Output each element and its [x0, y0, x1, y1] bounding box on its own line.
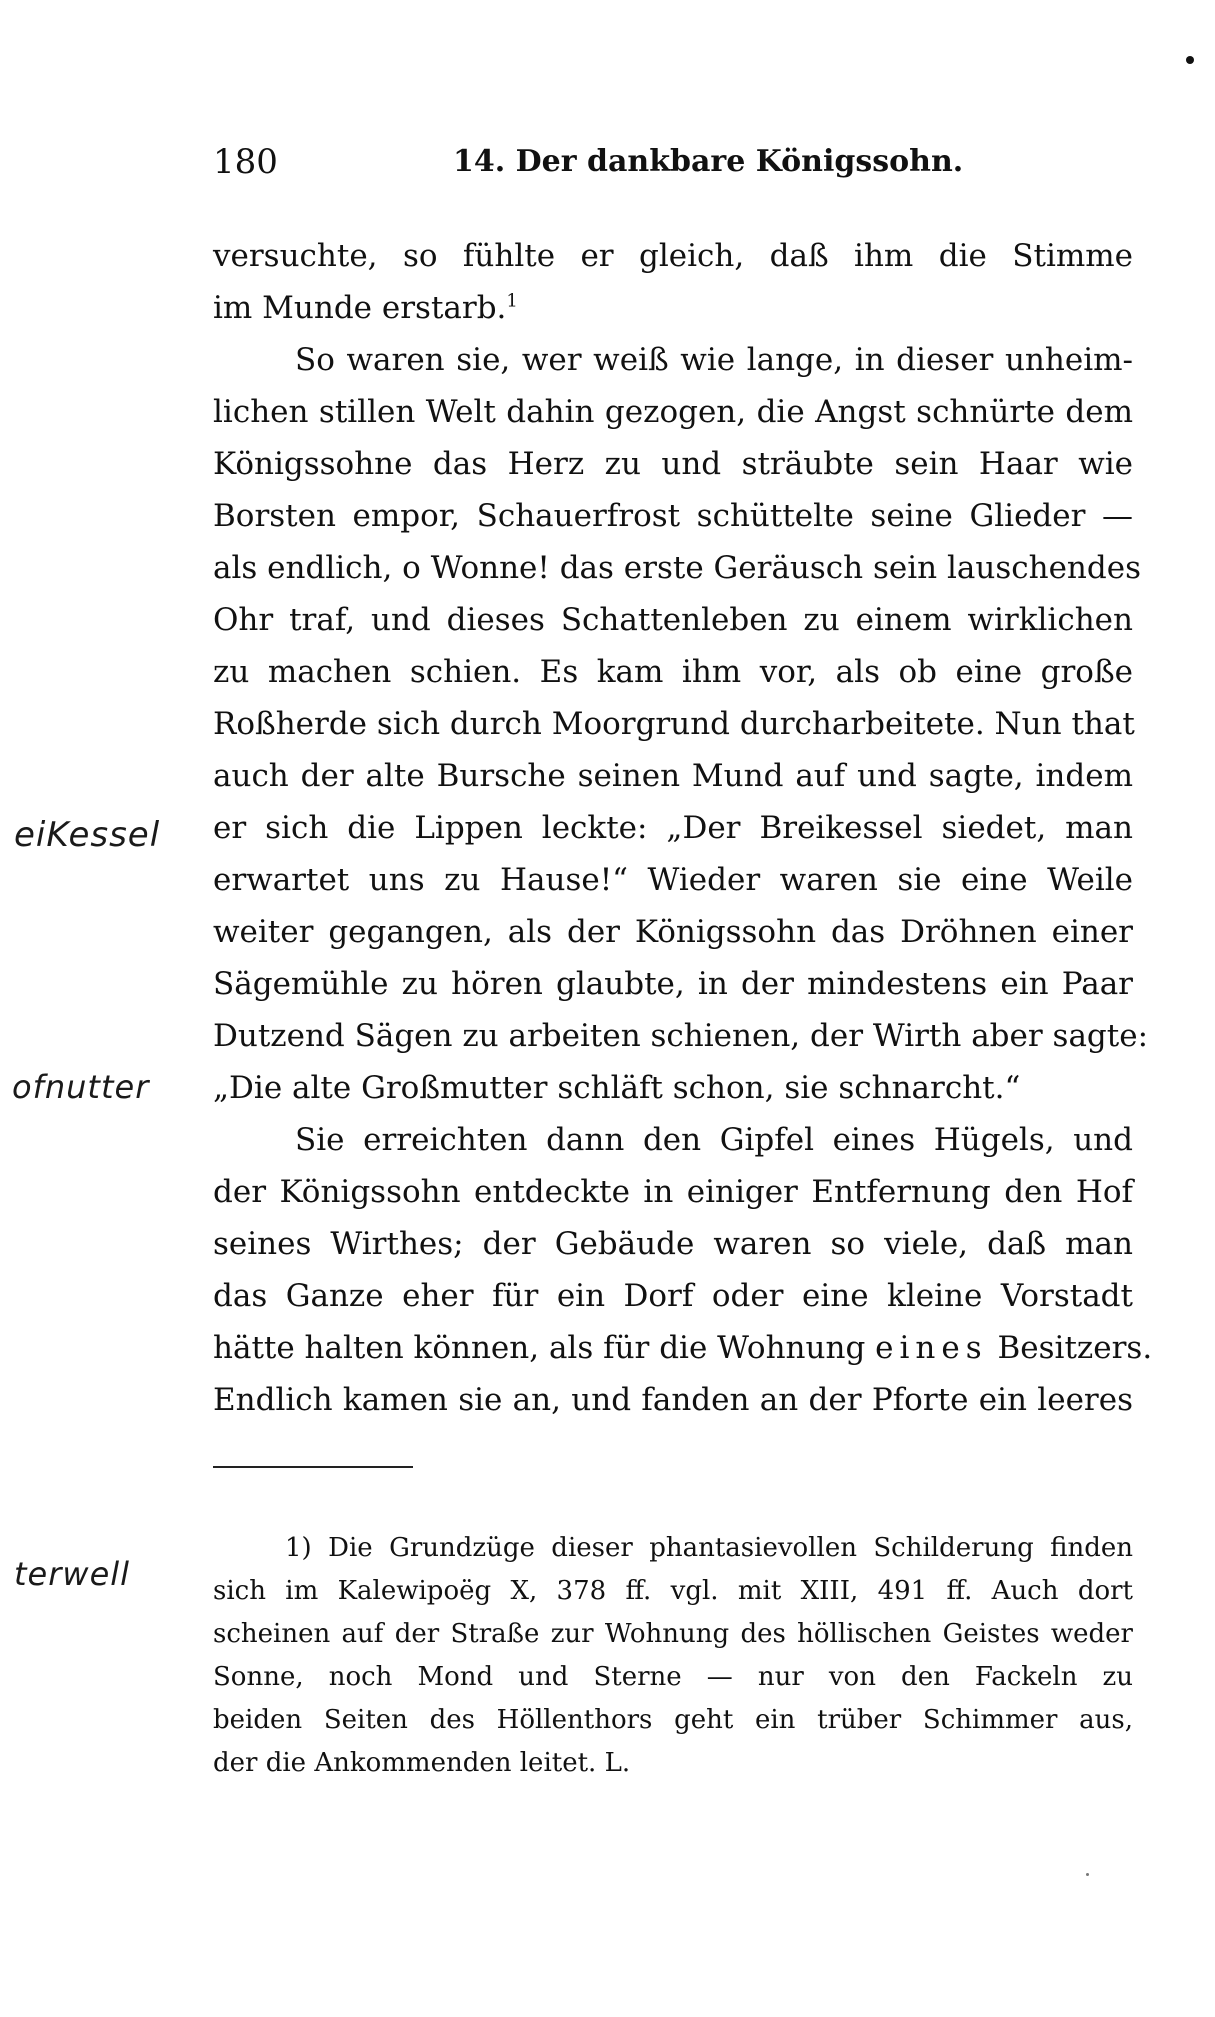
text-line: seines Wirthes; der Gebäude waren so viele, daß man: [213, 1226, 1133, 1262]
footnote-line: 1) Die Grundzüge dieser phantasievollen Schilderung finden: [285, 1533, 1133, 1563]
text-line: er sich die Lippen leckte: „Der Breikessel siedet, man: [213, 810, 1133, 846]
ink-speck: [1186, 56, 1194, 64]
footnote-line: der die Ankommenden leitet. L.: [213, 1748, 631, 1778]
text-line-tail: Besitzers.: [997, 1330, 1153, 1366]
text-line: So waren sie, wer weiß wie lange, in dieser unheim-: [295, 342, 1133, 378]
text-line: das Ganze eher für ein Dorf oder eine kleine Vorstadt: [213, 1278, 1133, 1314]
text-line: Borsten empor, Schauerfrost schüttelte seine Glieder —: [213, 498, 1133, 534]
text-line: „Die alte Großmutter schläft schon, sie schnarcht.“: [213, 1070, 1021, 1106]
body-text: [213, 230, 1153, 1426]
text-line: weiter gegangen, als der Königssohn das Dröhnen einer: [213, 914, 1133, 950]
text-line: [213, 1322, 1153, 1374]
footnote-line: Sonne, noch Mond und Sterne — nur von den Fackeln zu: [213, 1662, 1133, 1692]
text-line: der Königssohn entdeckte in einiger Entfernung den Hof: [213, 1174, 1133, 1210]
text-line: Ohr traf, und dieses Schattenleben zu einem wirklichen: [213, 602, 1133, 638]
text-line: Königssohne das Herz zu und sträubte sein Haar wie: [213, 446, 1133, 482]
handwritten-margin-note: terwell: [14, 1555, 131, 1593]
ink-speck: [1086, 1873, 1089, 1876]
footnote-reference[interactable]: 1: [506, 290, 518, 312]
text-line-content: hätte halten können, als für die Wohnung: [213, 1330, 866, 1366]
text-line: auch der alte Bursche seinen Mund auf und sagte, indem: [213, 758, 1133, 794]
text-line: als endlich, o Wonne! das erste Geräusch sein lauschendes: [213, 550, 1141, 586]
text-line: Sie erreichten dann den Gipfel eines Hügels, und: [295, 1122, 1133, 1158]
spaced-word: eines: [875, 1330, 988, 1366]
footnote-line: scheinen auf der Straße zur Wohnung des höllischen Geistes weder: [213, 1619, 1133, 1649]
running-head: 14. Der dankbare Königssohn.: [453, 144, 964, 179]
text-line: [213, 282, 1133, 334]
page-number: 180: [213, 142, 278, 182]
text-line: zu machen schien. Es kam ihm vor, als ob eine große: [213, 654, 1133, 690]
footnote-line: beiden Seiten des Höllenthors geht ein trüber Schimmer aus,: [213, 1705, 1133, 1735]
text-line: versuchte, so fühlte er gleich, daß ihm die Stimme: [213, 238, 1133, 274]
text-line: Endlich kamen sie an, und fanden an der Pforte ein leeres: [213, 1382, 1133, 1418]
footnote-separator: [213, 1466, 413, 1468]
text-line: erwartet uns zu Hause!“ Wieder waren sie eine Weile: [213, 862, 1133, 898]
text-line-content: im Munde erstarb.: [213, 290, 507, 326]
handwritten-margin-note: ofnutter: [12, 1068, 150, 1106]
footnote: [213, 1527, 1133, 1785]
text-line: Sägemühle zu hören glaubte, in der mindestens ein Paar: [213, 966, 1133, 1002]
page-header: [213, 142, 1143, 194]
footnote-line: sich im Kalewipoëg X, 378 ff. vgl. mit XIII, 491 ff. Auch dort: [213, 1576, 1133, 1606]
text-line: Roßherde sich durch Moorgrund durcharbeitete. Nun that: [213, 706, 1135, 742]
text-line: Dutzend Sägen zu arbeiten schienen, der Wirth aber sagte:: [213, 1018, 1149, 1054]
text-line: lichen stillen Welt dahin gezogen, die Angst schnürte dem: [213, 394, 1133, 430]
handwritten-margin-note: eiKessel: [14, 815, 161, 855]
